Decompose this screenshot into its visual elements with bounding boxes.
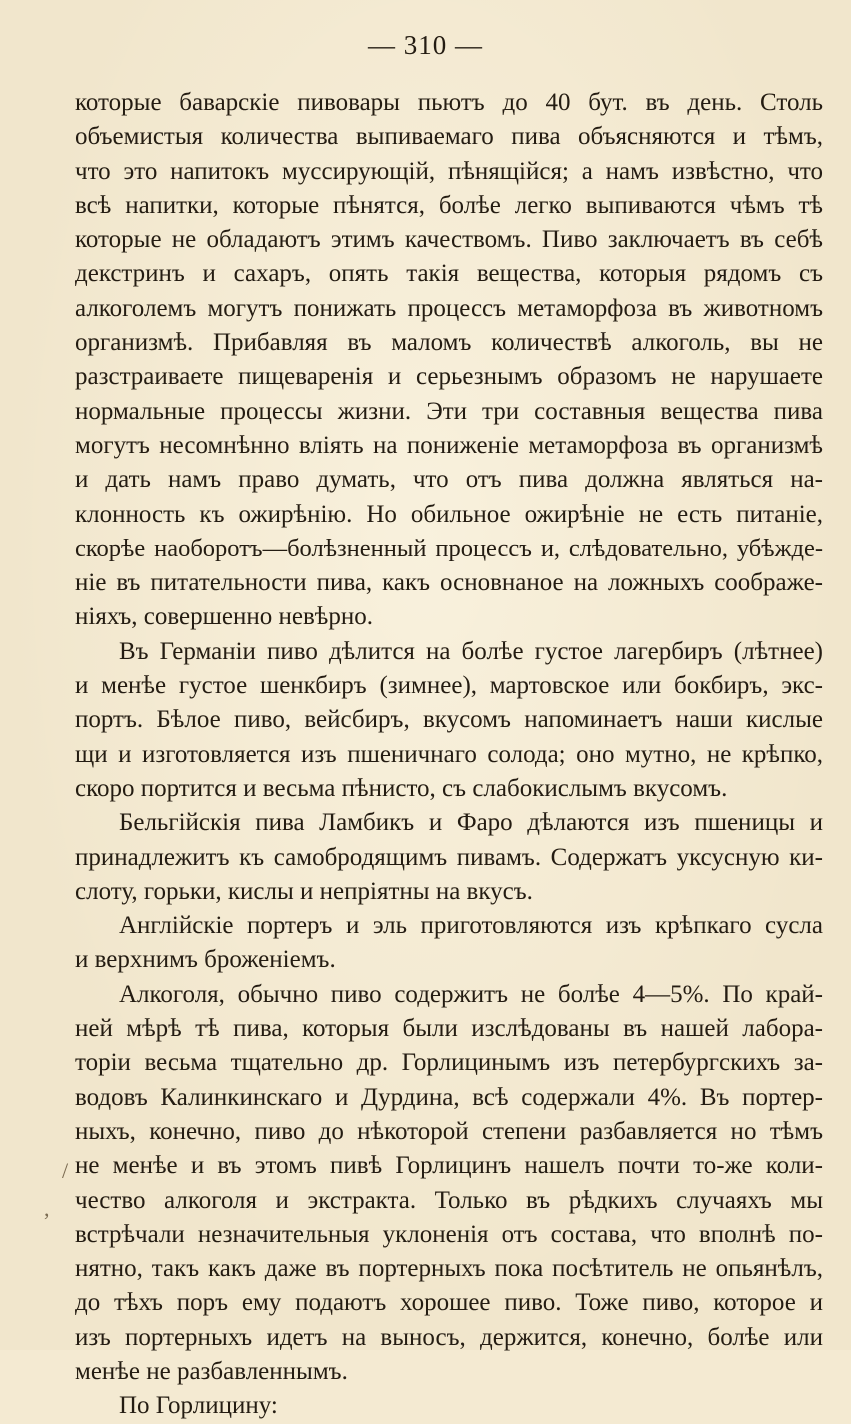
text-line: менѣе не разбавленнымъ. <box>75 1357 348 1385</box>
text-line: разстраиваете пищеваренія и серьезнымъ образомъ не нарушаете <box>75 363 823 391</box>
text-line: всѣ напитки, которые пѣнятся, болѣе легко выпиваются чѣмъ тѣ <box>75 191 823 219</box>
text-line: ніяхъ, совершенно невѣрно. <box>75 603 373 631</box>
text-line: не менѣе и въ этомъ пивѣ Горлицинъ нашелъ почти то-же коли- <box>75 1152 823 1180</box>
text-line: нятно, такъ какъ даже въ портерныхъ пока посѣтитель не опьянѣлъ, <box>75 1255 823 1283</box>
text-line: принадлежитъ къ самобродящимъ пивамъ. Содержатъ уксусную ки- <box>75 843 823 871</box>
text-line: Алкоголя, обычно пиво содержитъ не болѣе 4—5%. По край- <box>119 980 823 1008</box>
text-line: встрѣчали незначительныя уклоненія отъ состава, что вполнѣ по- <box>75 1220 823 1248</box>
text-line: объемистыя количества выпиваемаго пива объясняются и тѣмъ, <box>75 123 823 151</box>
text-line: ныхъ, конечно, пиво до нѣкоторой степени разбавляется но тѣмъ <box>75 1117 823 1145</box>
text-line: ней мѣрѣ тѣ пива, которыя были изслѣдованы въ нашей лабора- <box>75 1015 823 1043</box>
text-line: скорѣе наоборотъ—болѣзненный процессъ и, слѣдовательно, убѣжде- <box>75 534 823 562</box>
text-line: слоту, горьки, кислы и непріятны на вкусъ. <box>75 877 533 905</box>
page-number: — 310 — <box>368 30 483 60</box>
text-line: Бельгійскія пива Ламбикъ и Фаро дѣлаются изъ пшеницы и <box>119 809 823 837</box>
text-line: чество алкоголя и экстракта. Только въ рѣдкихъ случаяхъ мы <box>75 1186 823 1214</box>
text-line: нормальные процессы жизни. Эти три составныя вещества пива <box>75 397 823 425</box>
text-line: и дать намъ право думать, что отъ пива должна являться на- <box>75 466 823 494</box>
text-line: ніе въ питательности пива, какъ основнаное на ложныхъ соображе- <box>75 569 823 597</box>
text-line: изъ портерныхъ идетъ на выносъ, держится, конечно, болѣе или <box>75 1323 823 1351</box>
body-text <box>75 86 823 1424</box>
text-line: и верхнимъ броженіемъ. <box>75 946 336 974</box>
text-line: которые не обладаютъ этимъ качествомъ. Пиво заключаетъ въ себѣ <box>75 226 823 254</box>
text-line: торіи весьма тщательно др. Горлицинымъ изъ петербургскихъ за- <box>75 1049 823 1077</box>
margin-pencil-mark: / <box>62 1158 69 1183</box>
text-line: Въ Германіи пиво дѣлится на болѣе густое лагербиръ (лѣтнее) <box>119 637 823 665</box>
text-line: организмѣ. Прибавляя въ маломъ количествѣ алкоголь, вы не <box>75 329 823 357</box>
text-line: что это напитокъ муссирующій, пѣнящійся; а намъ извѣстно, что <box>75 157 823 185</box>
text-line: и менѣе густое шенкбиръ (зимнее), мартовское или бокбиръ, экс- <box>75 672 823 700</box>
text-line: могутъ несомнѣнно вліять на пониженіе метаморфоза въ организмѣ <box>75 431 823 459</box>
text-line: щи и изготовляется изъ пшеничнаго солода; оно мутно, не крѣпко, <box>75 740 823 768</box>
text-line: По Горлицину: <box>119 1392 278 1420</box>
text-line: Англійскіе портеръ и эль приготовляются изъ крѣпкаго сусла <box>119 912 823 940</box>
text-line: водовъ Калинкинскаго и Дурдина, всѣ содержали 4%. Въ портер- <box>75 1083 823 1111</box>
text-line: до тѣхъ поръ ему подаютъ хорошее пиво. Тоже пиво, которое и <box>75 1289 823 1317</box>
margin-pencil-mark: , <box>44 1196 50 1221</box>
text-line: которые баварскіе пивовары пьютъ до 40 бут. въ день. Столь <box>75 89 823 116</box>
text-line: клонность къ ожирѣнію. Но обильное ожирѣніе не есть питаніе, <box>75 500 823 528</box>
text-line: алкоголемъ могутъ понижать процессъ метаморфоза въ животномъ <box>75 294 823 322</box>
text-line: портъ. Бѣлое пиво, вейсбиръ, вкусомъ напоминаетъ наши кислые <box>75 706 823 734</box>
text-line: скоро портится и весьма пѣнисто, съ слабокислымъ вкусомъ. <box>75 774 728 802</box>
text-line: декстринъ и сахаръ, опять такія вещества, которыя рядомъ съ <box>75 260 823 288</box>
